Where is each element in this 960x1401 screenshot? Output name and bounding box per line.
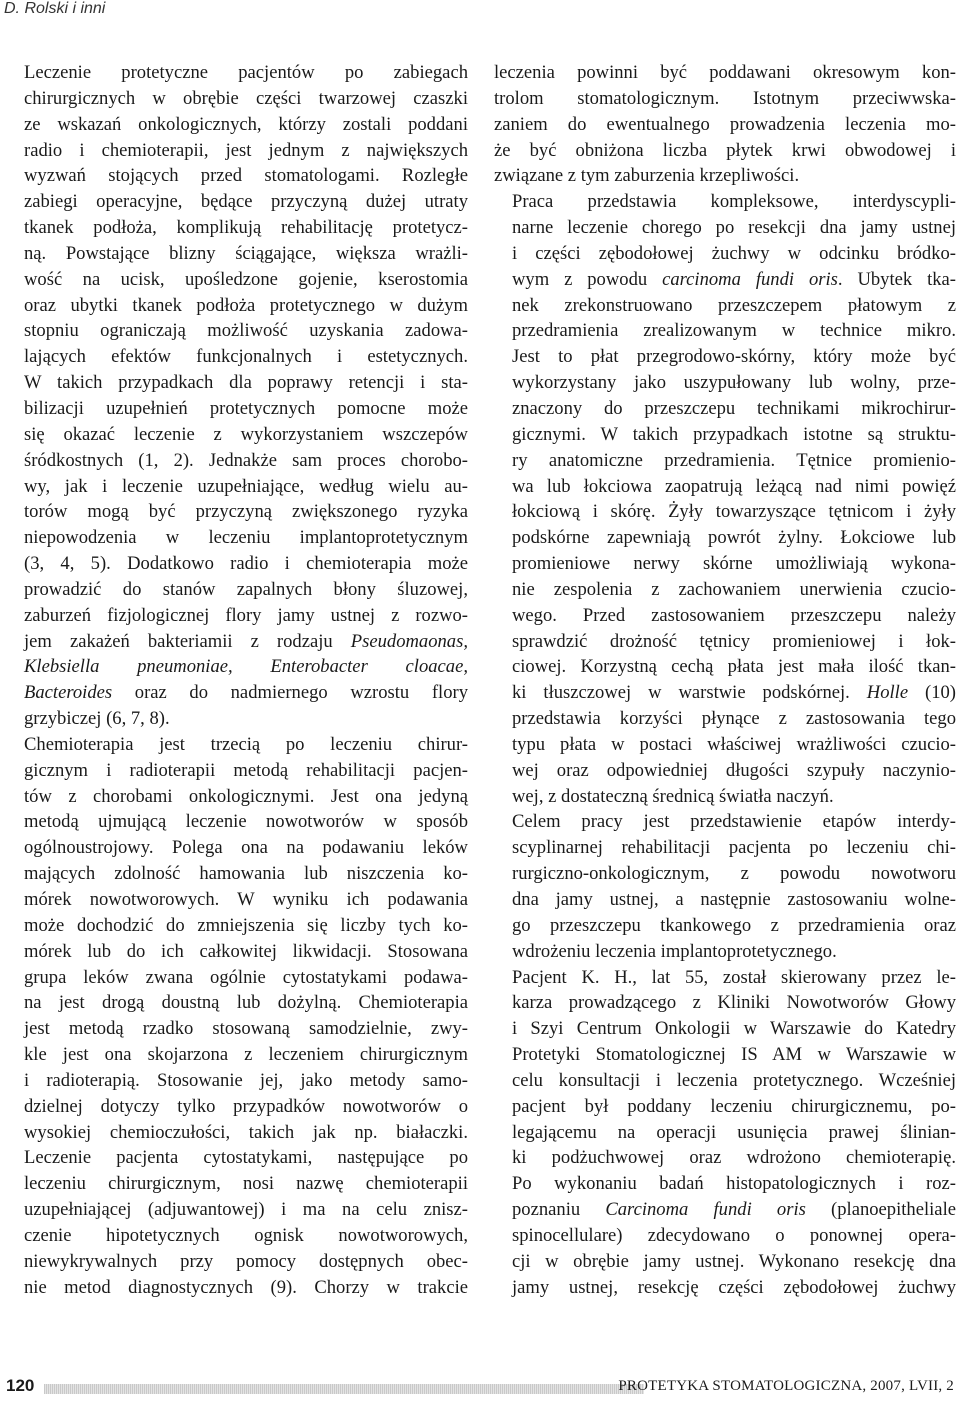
text-line: kle jest ona skojarzona z leczeniem chirurgicznym (24, 1044, 468, 1066)
text-line: Chemioterapia jest trzecią po leczeniu chirur- (24, 733, 468, 755)
text-line: tów z chorobami onkologicznymi. Jest ona jedyną (24, 785, 468, 807)
text-line: łokciową i skórę. Żyły towarzyszące tętnicom i żyły (512, 501, 956, 523)
paragraph (494, 809, 956, 964)
text-line: leczenia powinni być poddawani okresowym kon- (494, 62, 956, 83)
text-line: promieniowe nerwy skórne umożliwiają wykona- (512, 553, 956, 575)
journal-citation: PROTETYKA STOMATOLOGICZNA, 2007, LVII, 2 (618, 1378, 954, 1394)
text-line: pacjent był poddany leczeniu chirurgicznemu, po- (512, 1095, 956, 1117)
text-line: jem zakażeń bakteriamii z rodzaju Pseudomaonas, (24, 630, 468, 652)
text-line: mających zdolność hamowania lub niszczenia ko- (24, 863, 468, 885)
text-line: celu konsultacji i leczenia protetycznego. Wcześniej (512, 1069, 956, 1091)
text-line: podskórne zapewniają powrót żylny. Łokciowe lub (512, 527, 956, 549)
text-line: go przeszczepu tkankowego z przedramienia oraz (512, 914, 956, 936)
paragraph (494, 965, 956, 1301)
text-line: i Szyi Centrum Onkologii w Warszawie do Katedry (512, 1018, 956, 1040)
text-line: ry anatomiczne przedramienia. Tętnice promienio- (512, 449, 956, 471)
text-line: radio i chemioterapii, jest jednym z największych (24, 139, 468, 161)
text-line: metodą ujmującą leczenie nowotworów w sposób (24, 811, 468, 833)
text-line: Klebsiella pneumoniae, Enterobacter cloacae, (24, 656, 468, 678)
text-line: chirurgicznych w obrębie części twarzowej czaszki (24, 87, 468, 109)
text-line: gicznym i radioterapii metodą rehabilitacji pacjen- (24, 759, 468, 781)
text-line: narne leczenie chorego po resekcji dna jamy ustnej (512, 217, 956, 239)
text-line: jamy ustnej, resekcję części zębodołowej żuchwy (512, 1276, 956, 1298)
page-footer (0, 1378, 960, 1400)
text-line: bilizacji uzupełnień protetycznych pomocne może (24, 397, 468, 419)
text-line: wej, z dostateczną średnicą światła naczyń. (512, 785, 834, 807)
text-line: zabiegi operacyjne, będące przyczyną dużej utraty (24, 191, 468, 213)
text-line: zaniem do ewentualnego prowadzenia leczenia mo- (494, 113, 956, 135)
text-line: wego. Przed zastosowaniem przeszczepu należy (512, 604, 956, 626)
text-line: niewykrywalnych przy pomocy dostępnych obec- (24, 1250, 468, 1272)
text-line: Po wykonaniu badań histopatologicznych i roz- (512, 1173, 956, 1195)
text-line: lających efektów funkcjonalnych i estetycznych. (24, 346, 468, 368)
text-line: czenie hipotetycznych ognisk nowotworowych, (24, 1224, 468, 1246)
text-line: uzupełniającej (adjuwantowej) i ma na celu znisz- (24, 1199, 468, 1221)
paragraph (6, 60, 468, 732)
text-line: torów mogą być przyczyną zwiększonego ryzyka (24, 501, 468, 523)
footer-rule (44, 1384, 644, 1394)
text-line: Bacteroides oraz do nadmiernego wzrostu flory (24, 682, 468, 704)
text-line: grupa leków zwana ogólnie cytostatykami podawa- (24, 966, 468, 988)
text-line: śródkostnych (1, 2). Jednakże sam proces chorobo- (24, 449, 468, 471)
text-line: Pacjent K. H., lat 55, został skierowany przez le- (512, 966, 956, 988)
text-line: leczeniu chirurgicznym, nosi nazwę chemioterapii (24, 1173, 468, 1195)
text-line: gicznymi. W takich przypadkach istotne są struktu- (512, 423, 956, 445)
text-line: i radioterapią. Stosowanie jej, jako metody samo- (24, 1069, 468, 1091)
text-line: się okazać leczenie z wykorzystaniem wszczepów (24, 423, 468, 445)
text-line: nie metod diagnostycznych (9). Chorzy w trakcie (24, 1276, 468, 1298)
text-line: (3, 4, 5). Dodatkowo radio i chemioterapia może (24, 553, 468, 575)
text-line: Praca przedstawia kompleksowe, interdyscypli- (512, 191, 956, 213)
text-line: karza prowadzącego z Kliniki Nowotworów Głowy (512, 992, 956, 1014)
text-line: może dochodzić do zmniejszenia się liczby tych ko- (24, 914, 468, 936)
paragraph (494, 189, 956, 809)
text-line: ogólnoustrojowy. Polega ona na podawaniu leków (24, 837, 468, 859)
text-line: znaczony do przeszczepu technikami mikrochirur- (512, 397, 956, 419)
text-line: tkanek podłoża, komplikują rehabilitację protetycz- (24, 217, 468, 239)
running-head: D. Rolski i inni (4, 0, 106, 17)
text-line: W takich przypadkach dla poprawy retencji i sta- (24, 372, 468, 394)
text-line: wym z powodu carcinoma fundi oris. Ubytek tka- (512, 268, 956, 290)
text-line: wyzwań stojących przed stomatologami. Rozległe (24, 165, 468, 187)
text-line: wysokiej chemioczułości, takich jak np. białaczki. (24, 1121, 468, 1143)
text-line: ze wskazań onkologicznych, którzy zostali poddani (24, 113, 468, 135)
text-line: nek zrekonstruowano przeszczepem płatowym z (512, 294, 956, 316)
text-line: jest metodą rzadko stosowaną samodzielnie, zwy- (24, 1018, 468, 1040)
text-line: wy, jak i leczenie uzupełniające, według wielu au- (24, 475, 468, 497)
text-line: trolom stomatologicznym. Istotnym przeciwwska- (494, 87, 956, 109)
text-line: ciowej. Korzystną cechą płata jest mała ilość tkan- (512, 656, 956, 678)
text-line: Celem pracy jest przedstawienie etapów interdy- (512, 811, 956, 833)
text-line: sprawdzić drożność tętnicy promieniowej i łok- (512, 630, 956, 652)
text-line: nie zespolenia z zachowaniem unerwienia czucio- (512, 578, 956, 600)
text-line: niepowodzenia w leczeniu implantoprotetycznym (24, 527, 468, 549)
text-line: związane z tym zaburzenia krzepliwości. (494, 165, 800, 187)
text-line: poznaniu Carcinoma fundi oris (planoepitheliale (512, 1199, 956, 1221)
text-line: wykorzystany jako uszypułowany lub wolny, prze- (512, 372, 956, 394)
text-line: oraz ubytki tkanek podłoża protetycznego w dużym (24, 294, 468, 316)
text-line: Leczenie protetyczne pacjentów po zabiegach (24, 62, 468, 83)
text-line: że być obniżona liczba płytek krwi obwodowej i (494, 139, 956, 161)
text-line: stopniu ograniczają możliwość uzyskania zadowa- (24, 320, 468, 342)
text-line: przedstawia korzyści płynące z zastosowania tego (512, 708, 956, 730)
text-line: spinocellulare) zdecydowano o ponownej opera- (512, 1224, 956, 1246)
text-line: dzielnej dotyczy tylko przypadków nowotworów o (24, 1095, 468, 1117)
text-line: scyplinarnej rehabilitacji pacjenta po leczeniu chi- (512, 837, 956, 859)
text-line: typu płata w postaci właściwej wrażliwości czucio- (512, 733, 956, 755)
text-line: wość na ucisk, upośledzone gojenie, kserostomia (24, 268, 468, 290)
text-line: ki podżuchwowej oraz wdrożono chemioterapię. (512, 1147, 956, 1169)
text-line: Leczenie pacjenta cytostatykami, następujące po (24, 1147, 468, 1169)
text-line: przedramienia zrealizowanym w technice mikro. (512, 320, 956, 342)
text-line: legającemu na operacji usunięcia prawej ślinian- (512, 1121, 956, 1143)
text-line: Jest to płat przegrodowo-skórny, który może być (512, 346, 956, 368)
text-line: rurgiczno-onkologicznym, z powodu nowotworu (512, 863, 956, 885)
text-line: dna jamy ustnej, a następnie zastosowaniu wolne- (512, 889, 956, 910)
text-line: ną. Powstające blizny ściągające, większa wrażli- (24, 242, 468, 264)
text-line: ki tłuszczowej w warstwie podskórnej. Holle (10) (512, 682, 956, 704)
text-line: zaburzeń fizjologicznej flory jamy ustnej z rozwo- (24, 604, 468, 626)
text-line: wa lub łokciowa zaopatrują leżącą nad nimi powięź (512, 475, 956, 497)
left-column (6, 60, 468, 1301)
page-number: 120 (6, 1376, 35, 1395)
text-line: cji w obrębie jamy ustnej. Wykonano resekcję dna (512, 1250, 956, 1272)
paragraph (6, 732, 468, 1301)
paragraph (494, 60, 956, 189)
text-line: na jest drogą doustną lub dożylną. Chemioterapia (24, 992, 468, 1014)
text-line: mórek nowotworowych. W wyniku ich podawania (24, 889, 468, 910)
text-line: i części zębodołowej żuchwy w odcinku bródko- (512, 242, 956, 264)
text-line: wdrożeniu leczenia implantoprotetycznego. (512, 940, 837, 962)
text-line: wej oraz odpowiedniej długości szypuły naczynio- (512, 759, 956, 781)
right-column (494, 60, 956, 1301)
text-line: Protetyki Stomatologicznej IS AM w Warszawie w (512, 1044, 956, 1066)
text-line: grzybiczej (6, 7, 8). (24, 708, 170, 730)
text-line: prowadzić do stanów zapalnych błony śluzowej, (24, 578, 468, 600)
text-line: mórek lub do ich całkowitej likwidacji. Stosowana (24, 940, 468, 962)
